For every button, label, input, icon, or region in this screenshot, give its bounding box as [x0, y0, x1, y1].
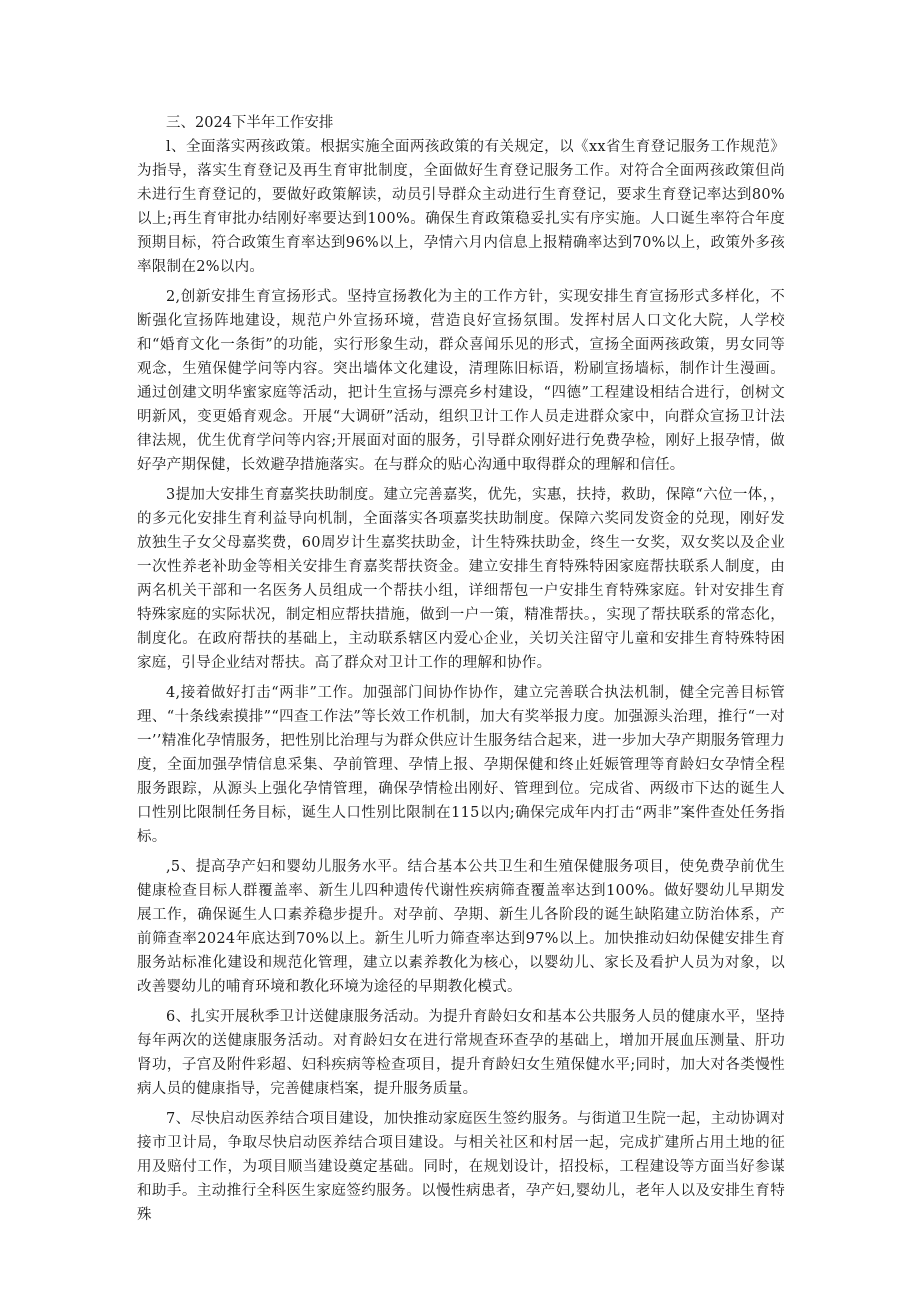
paragraph-7: 7、尽快启动医养结合项目建设，加快推动家庭医生签约服务。与街道卫生院一起，主动协调对接市卫计局，争取尽快启动医养结合项目建设。与相关社区和村居一起，完成扩建所占用土地的征用及赔付工作，为项目顺当建设奠定基础。同时，在规划设计，招投标，工程建设等方面当好参谋和助手。主动推行全科医生家庭签约服务。以慢性病患者，孕产妇,婴幼儿，老年人以及安排生育特殊: [137, 1111, 785, 1223]
paragraph-6: 6、扎实开展秋季卫计送健康服务活动。为提升育龄妇女和基本公共服务人员的健康水平，坚持每年两次的送健康服务活动。对育龄妇女在进行常规查环查孕的基础上，增加开展血压测量、肝功肾功，子宫及附件彩超、妇科疾病等检查项目，提升育龄妇女生殖保健水平;同时，加大对各类慢性病人员的健康指导，完善健康档案，提升服务质量。: [137, 1009, 785, 1097]
paragraph-2: 2,创新安排生育宣扬形式。坚持宣扬教化为主的工作方针，实现安排生育宣扬形式多样化，不断强化宣扬阵地建设，规范户外宣扬环境，营造良好宣扬氛围。发挥村居人口文化大院，人学校和“婚育文化一条街”的功能，实行形象生动，群众喜闻乐见的形式，宣扬全面两孩政策，男女同等观念，生殖保健学问等内容。突出墙体文化建设，清理陈旧标语，粉刷宣扬墙标，制作计生漫画。通过创建文明华蜜家庭等活动，把计生宣扬与漂亮乡村建设，“四德”工程建设相结合进行，创树文明新风，变更婚育观念。开展“大调研”活动，组织卫计工作人员走进群众家中，向群众宣扬卫计法律法规，优生优育学问等内容;开展面对面的服务，引导群众刚好进行免费孕检，刚好上报孕情，做好孕产期保健，长效避孕措施落实。在与群众的贴心沟通中取得群众的理解和信任。: [137, 289, 785, 473]
paragraph-5: ,5、提高孕产妇和婴幼儿服务水平。结合基本公共卫生和生殖保健服务项目，使免费孕前优生健康检查目标人群覆盖率、新生儿四种遗传代谢性疾病筛査覆盖率达到100%。做好婴幼儿早期发展工作，确保诞生人口素养稳步提升。对孕前、孕期、新生儿各阶段的诞生缺陷建立防治体系，产前筛查率2024年底达到70%以上。新生儿听力筛查率达到97%以上。加快推动妇幼保健安排生育服务站标准化建设和规范化管理，建立以素养教化为核心，以婴幼儿、家长及看护人员为对象，以改善婴幼儿的哺育环境和教化环境为途径的早期教化模式。: [137, 859, 785, 995]
section-heading: 三、2024下半年工作安排: [166, 115, 334, 131]
paragraph-1: l、全面落实两孩政策。根据实施全面两孩政策的有关规定，以《xx省生育登记服务工作规范》为指导，落实生育登记及再生育审批制度，全面做好生育登记服务工作。对符合全面两孩政策但尚未进行生育登记的，要做好政策解读，动员引导群众主动进行生育登记，要求生育登记率达到80%以上;再生育审批办结刚好率要达到100%。确保生育政策稳妥扎实有序实施。人口诞生率符合年度预期目标，符合政策生育率达到96%以上，孕情六月内信息上报精确率达到70%以上，政策外多孩率限制在2%以内。: [137, 139, 785, 275]
paragraph-4: 4,接着做好打击“两非”工作。加强部门间协作协作，建立完善联合执法机制，健全完善目标管理、“十条线索摸排”“四查工作法”等长效工作机制，加大有奖举报力度。加强源头治理，推行“一对一’’精准化孕情服务，把性别比治理与为群众供应计生服务结合起来，进一步加大孕产期服务管理力度，全面加强孕情信息采集、孕前管理、孕情上报、孕期保健和终止妊娠管理等育龄妇女孕情全程服务跟踪，从源头上强化孕情管理，确保孕情检出刚好、管理到位。完成省、两级市下达的诞生人口性别比限制任务目标，诞生人口性别比限制在115以内;确保完成年内打击“两非”案件查处任务指标。: [137, 685, 785, 845]
paragraph-3: 3提加大安排生育嘉奖扶助制度。建立完善嘉奖，优先，实惠，扶持，救助，保障“六位一体，，的多元化安排生育利益导向机制，全面落实各项嘉奖扶助制度。保障六奖同发资金的兑现，刚好发放独生子女父母嘉奖费，60周岁计生嘉奖扶助金，计生特殊扶助金，终生一女奖，双女奖以及企业一次性养老补助金等相关安排生育嘉奖帮扶资金。建立安排生育特殊特困家庭帮扶联系人制度，由两名机关干部和一名医务人员组成一个帮扶小组，详细帮包一户安排生育特殊家庭。针对安排生育特殊家庭的实际状况，制定相应帮扶措施，做到一户一策，精准帮扶。，实现了帮扶联系的常态化，制度化。在政府帮扶的基础上，主动联系辖区内爱心企业，关切关注留守儿童和安排生育特殊特困家庭，引导企业结对帮扶。高了群众对卫计工作的理解和协作。: [137, 487, 785, 671]
document-body: [137, 111, 785, 1233]
